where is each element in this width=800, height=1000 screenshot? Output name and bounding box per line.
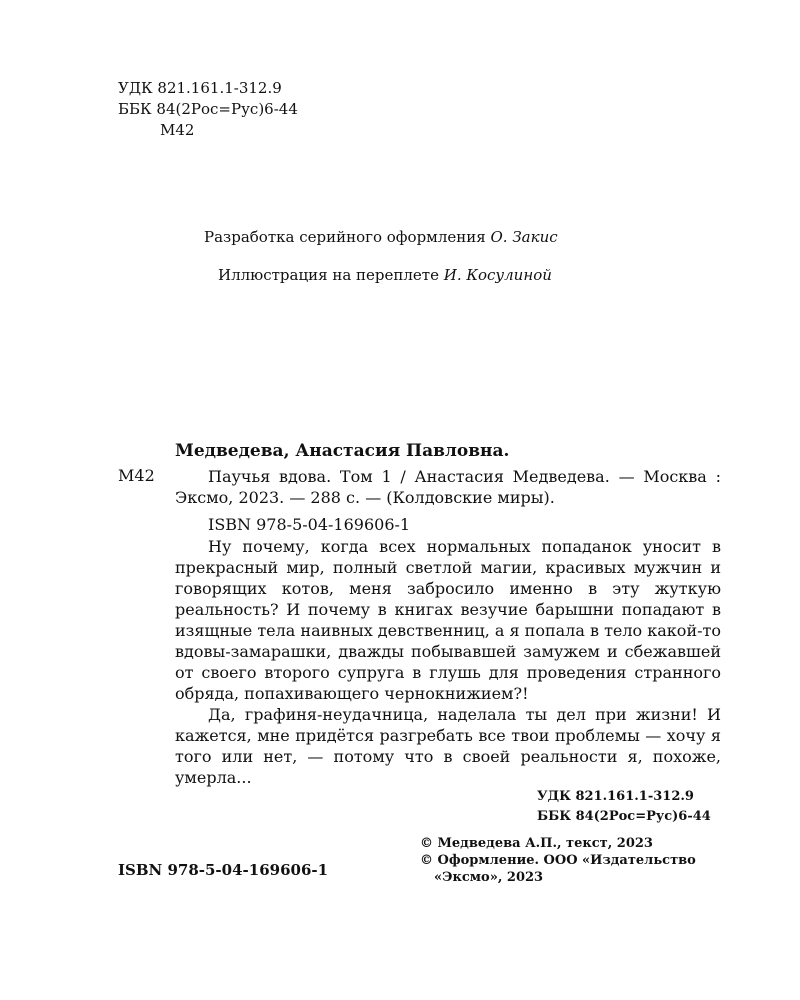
- isbn-bottom: ISBN 978-5-04-169606-1: [118, 861, 329, 879]
- cover-illustration-credit: [218, 266, 552, 284]
- series-design-credit: [204, 228, 558, 246]
- annotation-paragraph: Да, графиня-неудачница, наделала ты дел при жизни! И кажется, мне придётся разгребать все твои проблемы — хочу я того или нет, — потому что в своей реальности я, похоже, умерла...: [175, 705, 721, 787]
- series-design-name: О. Закис: [490, 228, 558, 246]
- cip-description: [175, 466, 721, 535]
- udk-code: УДК 821.161.1-312.9: [118, 79, 282, 97]
- bbk-code: ББК 84(2Рос=Рус)6-44: [118, 100, 298, 118]
- copyright-text: © Медведева А.П., текст, 2023: [420, 836, 653, 851]
- annotation: [175, 536, 721, 788]
- bibliographic-description: Паучья вдова. Том 1 / Анастасия Медведева. — Москва : Эксмо, 2023. — 288 с. — (Колдовские миры).: [175, 467, 721, 507]
- cip-author-mark: М42: [118, 466, 155, 485]
- classification-block: [118, 78, 298, 141]
- cover-illustration-name: И. Косулиной: [443, 266, 552, 284]
- cip-bbk: ББК 84(2Рос=Рус)6-44: [537, 809, 711, 824]
- cip-udk: УДК 821.161.1-312.9: [537, 789, 694, 804]
- cip-isbn: ISBN 978-5-04-169606-1: [208, 515, 411, 534]
- copyright-publisher: «Эксмо», 2023: [434, 870, 544, 885]
- copyright-design: © Оформление. ООО «Издательство: [420, 853, 696, 868]
- annotation-paragraph: Ну почему, когда всех нормальных попаданок уносит в прекрасный мир, полный светлой магии, красивых мужчин и говорящих котов, меня забросило именно в эту жуткую реальность? И почему в книгах везучие барышни попадают в изящные тела наивных девственниц, а я попала в тело какой-то вдовы-замарашки, дважды побывавшей замужем и сбежавшей от своего второго супруга в глушь для проведения странного обряда, попахивающего чернокнижием?!: [175, 537, 721, 703]
- copyright-block: [420, 835, 696, 886]
- cover-illustration-label: Иллюстрация на переплете: [218, 266, 439, 284]
- cip-classification: [537, 787, 711, 827]
- cip-author: Медведева, Анастасия Павловна.: [175, 441, 510, 461]
- series-design-label: Разработка серийного оформления: [204, 228, 486, 246]
- author-mark: М42: [160, 121, 195, 139]
